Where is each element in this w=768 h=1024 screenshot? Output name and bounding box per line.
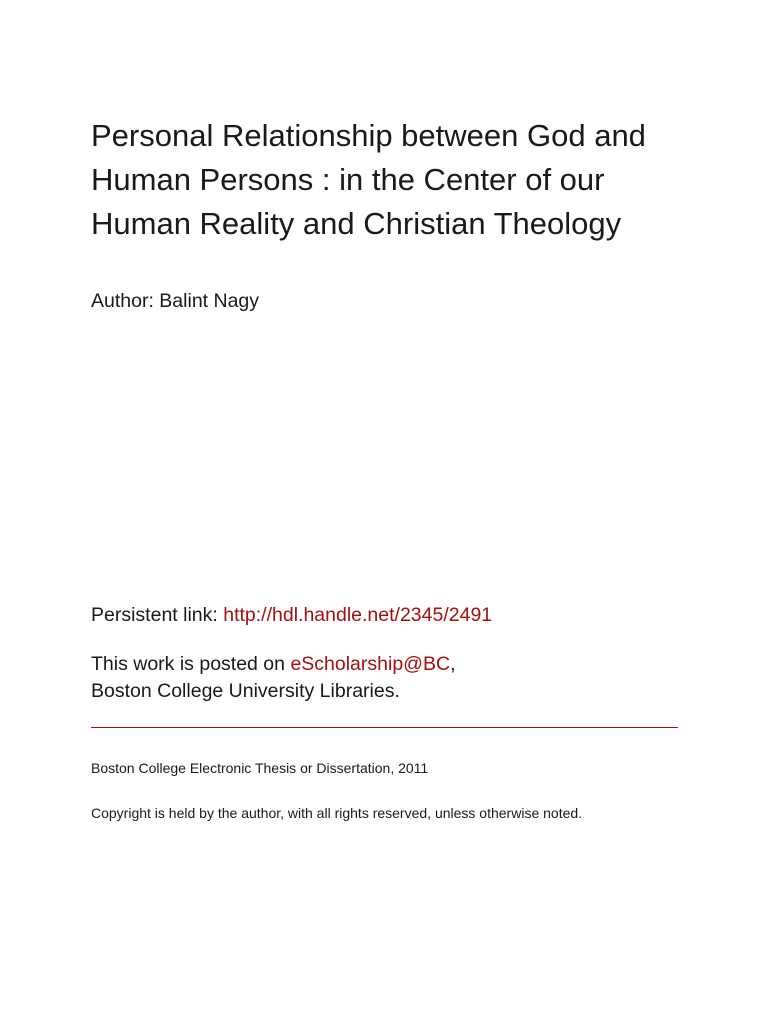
posted-line-1	[91, 651, 455, 678]
author-name: Balint Nagy	[159, 290, 260, 312]
persistent-link-label: Persistent link:	[91, 604, 218, 626]
author-label: Author:	[91, 290, 154, 312]
thesis-note: Boston College Electronic Thesis or Dissertation, 2011	[91, 760, 429, 776]
escholarship-link[interactable]: eScholarship@BC	[290, 653, 451, 675]
posted-suffix: ,	[450, 653, 456, 675]
copyright-note: Copyright is held by the author, with all rights reserved, unless otherwise noted.	[91, 805, 583, 821]
posted-statement	[91, 651, 455, 705]
document-title: Personal Relationship between God and Human Persons : in the Center of our Human Reality and Christian Theology	[91, 118, 646, 241]
author-line	[91, 287, 259, 315]
persistent-link[interactable]: http://hdl.handle.net/2345/2491	[223, 604, 493, 626]
persistent-link-line	[91, 601, 492, 629]
posted-prefix: This work is posted on	[91, 653, 286, 675]
divider-rule	[91, 727, 678, 728]
posted-line-2: Boston College University Libraries.	[91, 680, 400, 702]
